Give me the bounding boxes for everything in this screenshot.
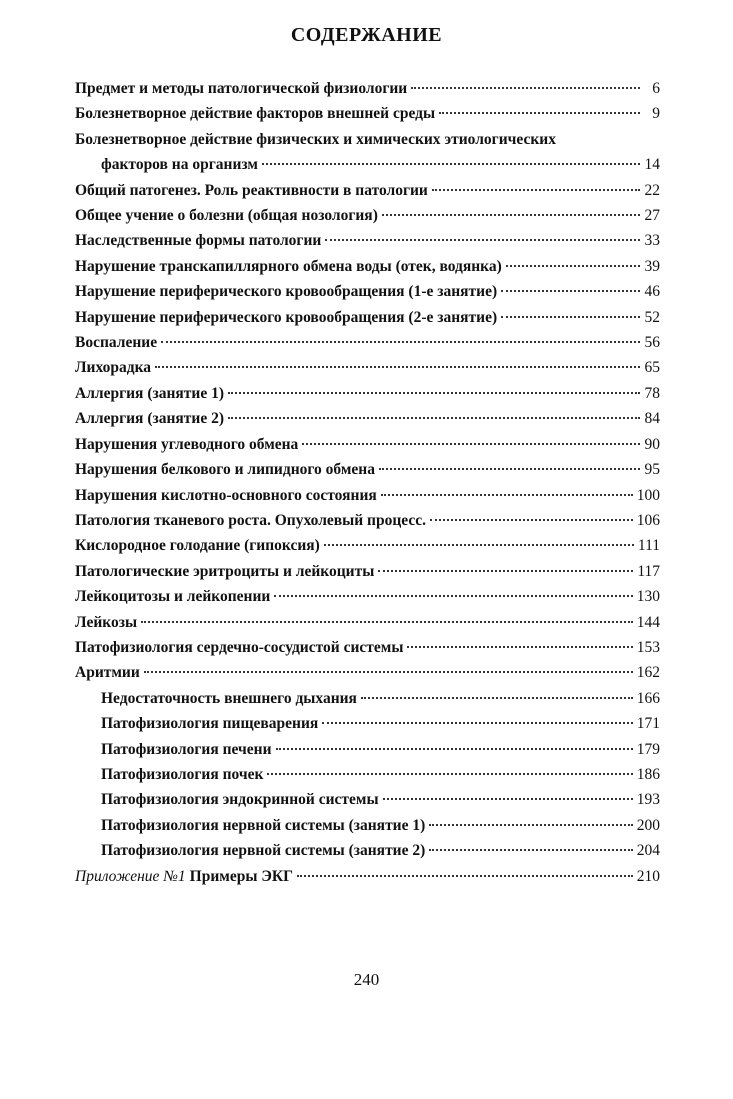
dot-leader <box>501 316 640 318</box>
toc-entry-title: Аллергия (занятие 1) <box>75 384 224 402</box>
dot-leader <box>429 849 632 851</box>
toc-entry <box>75 686 660 711</box>
toc-entry <box>75 305 660 330</box>
toc-entry-page: 6 <box>652 80 660 97</box>
toc-entry <box>75 178 660 203</box>
dot-leader <box>432 189 640 191</box>
toc-entry-title: Патофизиология почек <box>101 765 264 783</box>
toc-entry-page: 166 <box>636 689 660 707</box>
toc-entry-page: 52 <box>644 308 660 326</box>
toc-entry-page: 130 <box>636 588 660 606</box>
dot-leader <box>381 494 633 496</box>
dot-leader <box>383 798 633 800</box>
toc-entry <box>75 76 660 101</box>
toc-entry-page: 33 <box>644 232 660 250</box>
dot-leader <box>322 722 632 724</box>
toc-entry-page: 100 <box>636 486 660 504</box>
toc-entry <box>75 533 660 558</box>
dot-leader <box>141 621 633 623</box>
dot-leader <box>228 392 640 394</box>
toc-entry-title: факторов на организм <box>101 156 258 174</box>
toc-entry-title: Болезнетворное действие факторов внешней среды <box>75 105 436 123</box>
toc-entry-title: Нарушения белкового и липидного обмена <box>75 461 375 479</box>
toc-entry-title: Патофизиология пищеварения <box>101 715 319 733</box>
toc-entry <box>75 737 660 762</box>
dot-leader <box>439 112 640 114</box>
toc-entry-page: 27 <box>644 207 660 225</box>
toc-entry-title: Лейкозы <box>75 613 138 631</box>
toc-entry-title: Нарушение транскапиллярного обмена воды (отек, водянка) <box>75 257 502 275</box>
toc-entry <box>75 559 660 584</box>
dot-leader <box>501 290 640 292</box>
toc-entry <box>75 610 660 635</box>
toc-entry <box>75 457 660 482</box>
dot-leader <box>144 671 633 673</box>
toc-entry <box>75 838 660 863</box>
dot-leader <box>262 163 640 165</box>
toc-entry-page: 111 <box>637 537 660 555</box>
toc-entry <box>75 279 660 304</box>
dot-leader <box>324 544 634 546</box>
toc-entry-title: Аллергия (занятие 2) <box>75 410 224 428</box>
toc-entry-title: Нарушения углеводного обмена <box>75 435 299 453</box>
toc-entry <box>75 203 660 228</box>
toc-entry-title: Патологические эритроциты и лейкоциты <box>75 562 375 580</box>
toc-entry-title: Лейкоцитозы и лейкопении <box>75 588 271 606</box>
toc-entry-title-line1: Болезнетворное действие физических и химических этиологических <box>75 130 556 148</box>
toc-entry-page: 14 <box>644 156 660 174</box>
toc-entry-title: Патофизиология нервной системы (занятие 2) <box>101 842 426 860</box>
toc-entry <box>75 711 660 736</box>
toc-entry-page: 144 <box>636 613 660 631</box>
toc-entry-page: 22 <box>644 181 660 199</box>
page-title: СОДЕРЖАНИЕ <box>290 24 443 46</box>
dot-leader <box>382 214 640 216</box>
toc-entry-page: 56 <box>644 334 660 352</box>
toc-entry-title: Патофизиология печени <box>101 740 272 758</box>
toc-entry <box>75 254 660 279</box>
dot-leader <box>302 443 640 445</box>
toc-entry-title <box>75 864 293 889</box>
dot-leader <box>378 570 633 572</box>
toc-entry-title: Недостаточность внешнего дыхания <box>101 689 357 707</box>
toc-entry-page: 186 <box>636 765 660 783</box>
toc-entry <box>75 432 660 457</box>
dot-leader <box>297 875 633 877</box>
toc-entry <box>75 330 660 355</box>
toc-entry-page: 78 <box>644 384 660 402</box>
dot-leader <box>228 417 640 419</box>
toc-entry-title: Общее учение о болезни (общая нозология) <box>75 207 378 225</box>
toc-entry-page: 210 <box>636 867 660 885</box>
toc-entry <box>75 355 660 380</box>
toc-entry-page: 153 <box>636 638 660 656</box>
table-of-contents <box>75 76 660 889</box>
toc-entry <box>75 864 660 889</box>
toc-entry <box>75 483 660 508</box>
dot-leader <box>155 366 640 368</box>
dot-leader <box>429 824 632 826</box>
toc-entry-page: 179 <box>636 740 660 758</box>
toc-entry-page: 162 <box>636 664 660 682</box>
appendix-title: Примеры ЭКГ <box>189 867 293 885</box>
toc-entry-page: 171 <box>636 715 660 733</box>
toc-entry-page: 200 <box>636 816 660 834</box>
toc-entry-title: Патофизиология эндокринной системы <box>101 791 379 809</box>
page-number: 240 <box>353 970 380 989</box>
toc-entry <box>75 127 660 178</box>
appendix-prefix: Приложение №1 <box>75 867 186 885</box>
toc-entry-page: 106 <box>636 511 660 529</box>
dot-leader <box>274 595 632 597</box>
dot-leader <box>379 468 640 470</box>
dot-leader <box>411 87 640 89</box>
toc-entry-page: 95 <box>644 461 660 479</box>
toc-entry-title: Кислородное голодание (гипоксия) <box>75 537 320 555</box>
dot-leader <box>430 519 633 521</box>
toc-entry-title: Патофизиология сердечно-сосудистой системы <box>75 638 404 656</box>
toc-entry-title: Предмет и методы патологической физиологии <box>75 80 408 97</box>
toc-entry-title: Нарушения кислотно-основного состояния <box>75 486 377 504</box>
toc-entry-page: 117 <box>637 562 660 580</box>
dot-leader <box>276 748 633 750</box>
toc-entry-title: Воспаление <box>75 334 158 352</box>
toc-entry <box>75 635 660 660</box>
toc-entry <box>75 762 660 787</box>
dot-leader <box>267 773 632 775</box>
toc-entry <box>75 406 660 431</box>
toc-entry <box>75 508 660 533</box>
dot-leader <box>361 697 633 699</box>
dot-leader <box>161 341 640 343</box>
toc-entry-page: 46 <box>644 283 660 301</box>
toc-entry-page: 9 <box>652 105 660 123</box>
toc-entry <box>75 228 660 253</box>
toc-entry <box>75 787 660 812</box>
toc-entry-title: Наследственные формы патологии <box>75 232 322 250</box>
dot-leader <box>325 239 640 241</box>
toc-entry <box>75 584 660 609</box>
toc-entry <box>75 660 660 685</box>
toc-entry <box>75 813 660 838</box>
toc-entry-page: 65 <box>644 359 660 377</box>
dot-leader <box>506 265 640 267</box>
toc-entry-title: Нарушение периферического кровообращения (1-е занятие) <box>75 283 498 301</box>
toc-entry-title: Аритмии <box>75 664 140 682</box>
toc-entry-title: Нарушение периферического кровообращения (2-е занятие) <box>75 308 498 326</box>
toc-entry-page: 90 <box>644 435 660 453</box>
toc-entry <box>75 381 660 406</box>
toc-entry-title: Общий патогенез. Роль реактивности в патологии <box>75 181 428 199</box>
dot-leader <box>407 646 632 648</box>
toc-entry <box>75 101 660 126</box>
toc-entry-title: Патология тканевого роста. Опухолевый процесс. <box>75 511 426 529</box>
toc-entry-page: 39 <box>644 257 660 275</box>
toc-entry-page: 84 <box>644 410 660 428</box>
toc-entry-title: Патофизиология нервной системы (занятие 1) <box>101 816 426 834</box>
toc-entry-page: 193 <box>636 791 660 809</box>
toc-entry-title: Лихорадка <box>75 359 152 377</box>
toc-entry-page: 204 <box>636 842 660 860</box>
